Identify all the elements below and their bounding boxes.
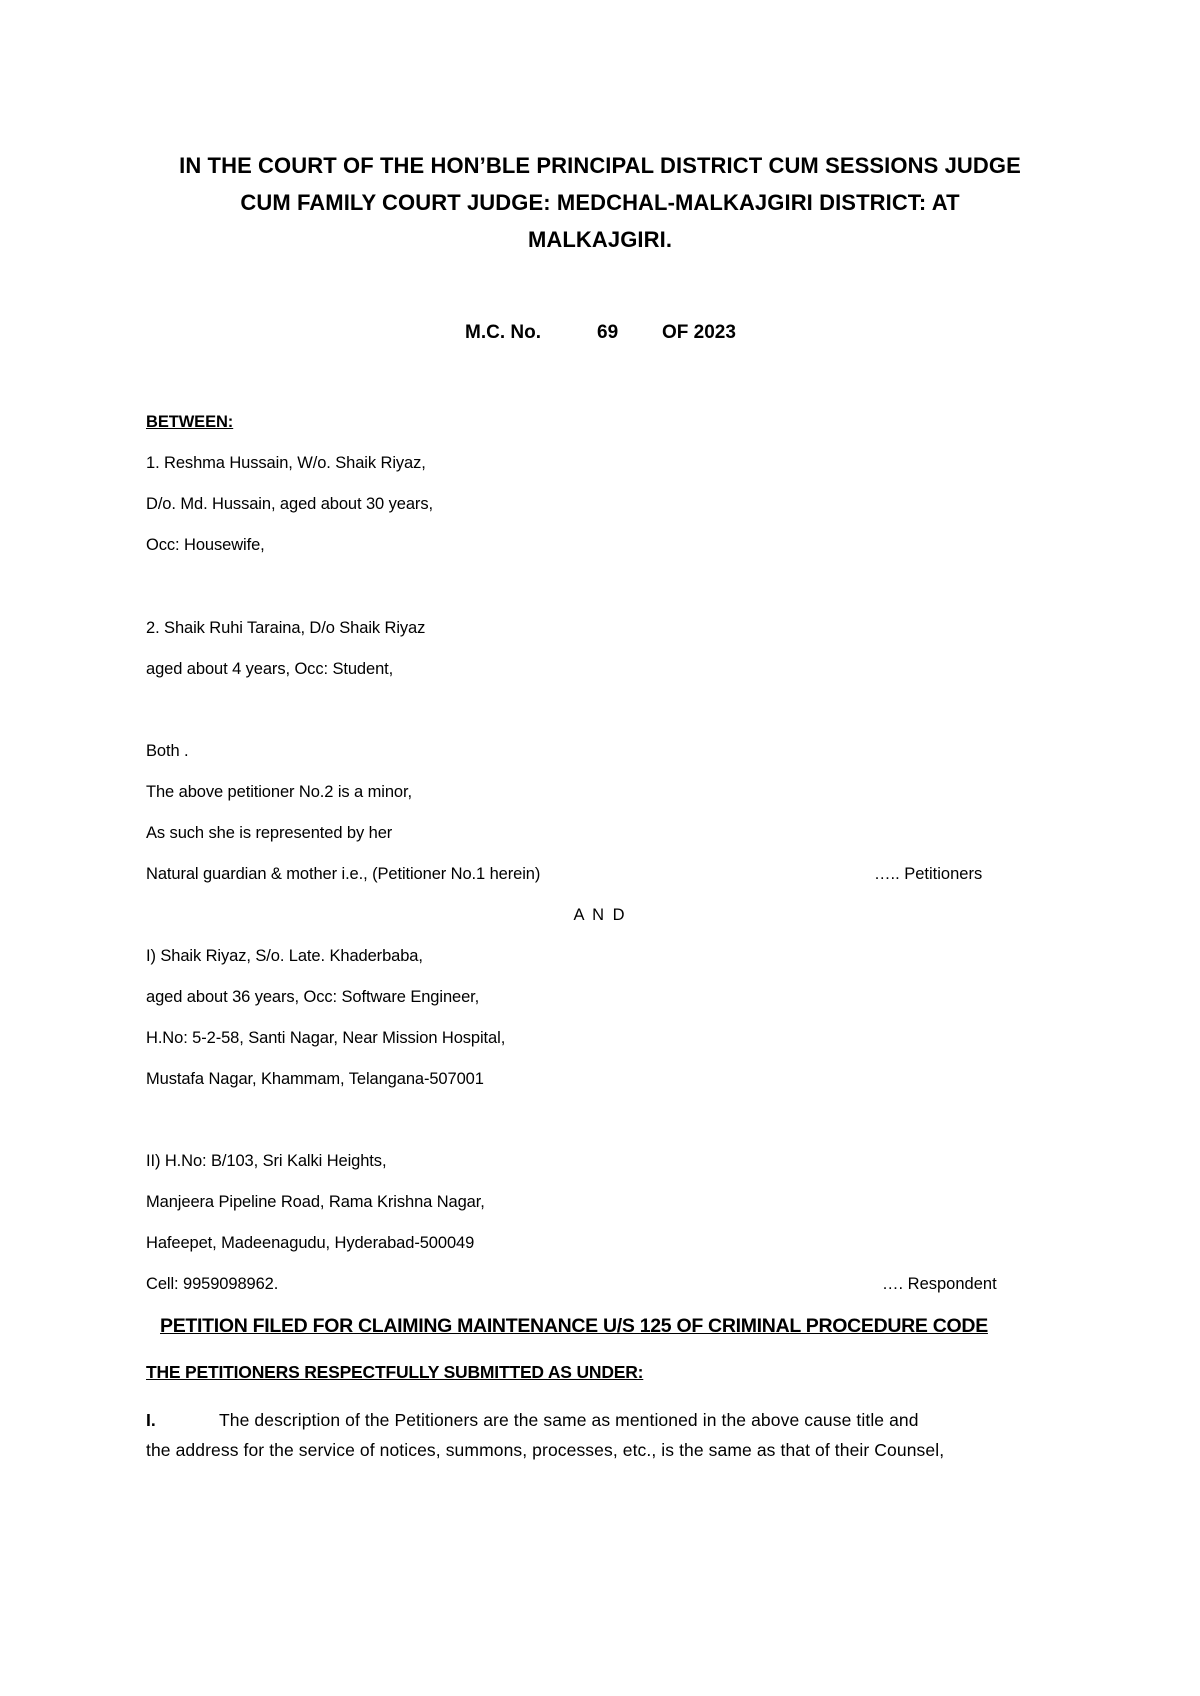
- petitioner-1-line-1: 1. Reshma Hussain, W/o. Shaik Riyaz,: [146, 454, 426, 472]
- petitioners-label: ….. Petitioners: [874, 865, 983, 883]
- petitioner-1-line-3: Occ: Housewife,: [146, 536, 265, 554]
- court-title-line-3: MALKAJGIRI.: [527, 227, 673, 252]
- petitioner-2-line-2: aged about 4 years, Occ: Student,: [146, 660, 394, 678]
- paragraph-1-line-1: The description of the Petitioners are the same as mentioned in the above cause title and: [219, 1410, 919, 1430]
- submission-heading: THE PETITIONERS RESPECTFULLY SUBMITTED AS UNDER:: [146, 1362, 644, 1382]
- minor-line-1: The above petitioner No.2 is a minor,: [146, 783, 412, 801]
- paragraph-1-number: I.: [146, 1410, 156, 1430]
- respondent-address-2-line-2: Manjeera Pipeline Road, Rama Krishna Nagar,: [146, 1193, 485, 1211]
- minor-line-3: Natural guardian & mother i.e., (Petitioner No.1 herein): [146, 865, 541, 883]
- respondent-line-3: H.No: 5-2-58, Santi Nagar, Near Mission Hospital,: [146, 1029, 506, 1047]
- petitioner-2-line-1: 2. Shaik Ruhi Taraina, D/o Shaik Riyaz: [146, 619, 426, 637]
- case-number-year: OF 2023: [662, 322, 736, 343]
- petition-heading: PETITION FILED FOR CLAIMING MAINTENANCE U/S 125 OF CRIMINAL PROCEDURE CODE: [160, 1315, 988, 1337]
- respondent-address-2-line-3: Hafeepet, Madeenagudu, Hyderabad-500049: [146, 1234, 475, 1252]
- respondent-cell: Cell: 9959098962.: [146, 1275, 279, 1293]
- and-separator: A N D: [573, 906, 627, 924]
- respondent-line-2: aged about 36 years, Occ: Software Engineer,: [146, 988, 480, 1006]
- court-title-line-2: CUM FAMILY COURT JUDGE: MEDCHAL-MALKAJGIRI DISTRICT: AT: [240, 190, 960, 215]
- case-number-label: M.C. No.: [465, 322, 541, 343]
- paragraph-1-line-2: the address for the service of notices, summons, processes, etc., is the same as that of their Counsel,: [146, 1440, 945, 1460]
- minor-line-2: As such she is represented by her: [146, 824, 393, 842]
- petitioners-both: Both .: [146, 742, 189, 760]
- respondent-address-2-line-1: II) H.No: B/103, Sri Kalki Heights,: [146, 1152, 387, 1170]
- respondent-label: …. Respondent: [882, 1275, 997, 1293]
- respondent-line-4: Mustafa Nagar, Khammam, Telangana-507001: [146, 1070, 484, 1088]
- between-heading: BETWEEN:: [146, 413, 234, 431]
- case-number-value: 69: [597, 322, 619, 343]
- court-title-line-1: IN THE COURT OF THE HON’BLE PRINCIPAL DISTRICT CUM SESSIONS JUDGE: [179, 153, 1021, 178]
- respondent-line-1: I) Shaik Riyaz, S/o. Late. Khaderbaba,: [146, 947, 423, 965]
- petitioner-1-line-2: D/o. Md. Hussain, aged about 30 years,: [146, 495, 433, 513]
